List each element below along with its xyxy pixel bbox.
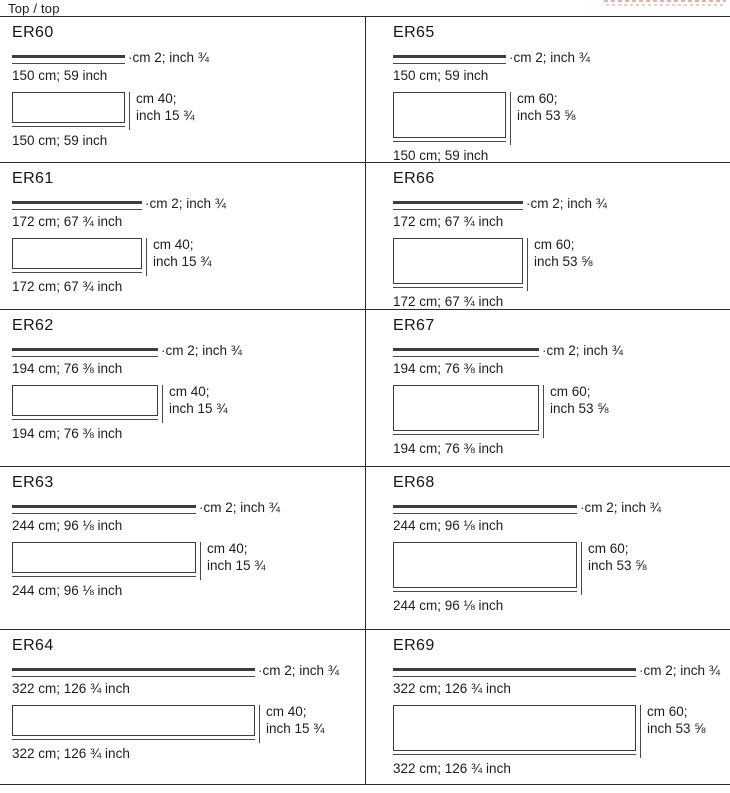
depth-dimension-line (581, 542, 582, 595)
plan-view-stack (393, 705, 636, 755)
side-view (12, 500, 365, 515)
depth-label-inch: inch 15 ¾ (169, 401, 228, 416)
top-thickness-bar (12, 55, 125, 58)
depth-label-cm: cm 40; (169, 384, 210, 399)
plan-view-stack (393, 238, 523, 288)
width-label-bottom: 172 cm; 67 ¾ inch (12, 279, 123, 294)
depth-label-cm: cm 40; (266, 704, 307, 719)
side-view (12, 343, 365, 358)
side-view (393, 196, 730, 211)
product-cell (365, 630, 730, 785)
plan-view (12, 385, 365, 423)
width-dimension-line (12, 126, 125, 127)
width-label-bottom: 172 cm; 67 ¾ inch (393, 294, 504, 309)
depth-label-cm: cm 60; (647, 704, 688, 719)
width-dimension-line (393, 676, 636, 677)
width-label-bottom: 194 cm; 76 ⅜ inch (12, 426, 123, 441)
plan-view (12, 238, 365, 276)
plan-view (12, 92, 365, 130)
width-dimension-line (393, 63, 506, 64)
product-code: ER66 (393, 170, 435, 187)
product-cell (0, 467, 365, 630)
side-view (393, 50, 730, 65)
depth-label (136, 90, 195, 124)
thickness-label: · cm 2; inch ¾ (639, 664, 720, 678)
thickness-label: · cm 2; inch ¾ (258, 664, 339, 678)
product-cell (0, 163, 365, 310)
depth-dimension-line (162, 385, 163, 423)
size-grid (0, 17, 730, 785)
top-plan-rectangle (12, 385, 158, 416)
depth-label-cm: cm 40; (207, 541, 248, 556)
top-thickness-bar (393, 668, 636, 671)
plan-view (393, 705, 730, 758)
page-header (0, 0, 730, 17)
width-dimension-line (12, 356, 158, 357)
width-label-top: 150 cm; 59 inch (393, 68, 489, 83)
product-code: ER60 (12, 24, 54, 41)
depth-label-inch: inch 53 ⅝ (647, 721, 706, 736)
depth-label-inch: inch 53 ⅝ (550, 401, 609, 416)
product-code: ER64 (12, 637, 54, 654)
depth-label-inch: inch 53 ⅝ (588, 558, 647, 573)
side-view (393, 343, 730, 358)
width-label-top: 194 cm; 76 ⅜ inch (393, 361, 504, 376)
side-view-stack (393, 668, 636, 677)
product-code: ER69 (393, 637, 435, 654)
depth-label-inch: inch 15 ¾ (136, 108, 195, 123)
side-view-stack (12, 348, 158, 357)
top-thickness-bar (12, 201, 142, 204)
depth-label-inch: inch 15 ¾ (207, 558, 266, 573)
thickness-label: · cm 2; inch ¾ (145, 197, 226, 211)
plan-view-stack (12, 705, 255, 740)
side-view-stack (12, 668, 255, 677)
plan-view-stack (393, 542, 577, 592)
depth-dimension-line (510, 92, 511, 145)
width-label-bottom: 150 cm; 59 inch (393, 148, 489, 163)
thickness-label: · cm 2; inch ¾ (526, 197, 607, 211)
top-thickness-bar (12, 505, 196, 508)
plan-view (393, 542, 730, 595)
width-dimension-line (12, 272, 142, 273)
plan-view-stack (12, 238, 142, 273)
product-code: ER62 (12, 317, 54, 334)
depth-label (169, 383, 228, 417)
side-view (393, 663, 730, 678)
plan-view (393, 385, 730, 438)
depth-dimension-line (640, 705, 641, 758)
width-dimension-line (12, 576, 196, 577)
depth-label-inch: inch 53 ⅝ (517, 108, 576, 123)
depth-label-cm: cm 60; (517, 91, 558, 106)
top-plan-rectangle (393, 542, 577, 588)
thickness-label: · cm 2; inch ¾ (580, 501, 661, 515)
width-dimension-line (12, 419, 158, 420)
depth-label-cm: cm 60; (534, 237, 575, 252)
product-code: ER67 (393, 317, 435, 334)
plan-view-stack (393, 385, 539, 435)
thickness-label: · cm 2; inch ¾ (161, 344, 242, 358)
width-dimension-line (393, 434, 539, 435)
depth-label-cm: cm 60; (588, 541, 629, 556)
side-view-stack (393, 201, 523, 210)
depth-label (550, 383, 609, 417)
top-plan-rectangle (12, 542, 196, 573)
plan-view (12, 542, 365, 580)
product-code: ER65 (393, 24, 435, 41)
width-label-bottom: 244 cm; 96 ⅛ inch (393, 598, 504, 613)
width-dimension-line (393, 209, 523, 210)
top-plan-rectangle (393, 92, 506, 138)
width-label-bottom: 244 cm; 96 ⅛ inch (12, 583, 123, 598)
product-cell (0, 630, 365, 785)
product-cell (365, 17, 730, 163)
width-label-bottom: 322 cm; 126 ¾ inch (393, 761, 511, 776)
depth-dimension-line (129, 92, 130, 130)
width-dimension-line (393, 754, 636, 755)
plan-view (393, 92, 730, 145)
side-view-stack (393, 55, 506, 64)
width-dimension-line (393, 591, 577, 592)
side-view (393, 500, 730, 515)
width-label-top: 322 cm; 126 ¾ inch (393, 681, 511, 696)
plan-view-stack (12, 385, 158, 420)
plan-view (393, 238, 730, 291)
top-thickness-bar (12, 668, 255, 671)
thickness-label: · cm 2; inch ¾ (542, 344, 623, 358)
top-thickness-bar (393, 348, 539, 351)
product-code: ER61 (12, 170, 54, 187)
depth-dimension-line (259, 705, 260, 743)
top-thickness-bar (393, 201, 523, 204)
side-view-stack (12, 55, 125, 64)
width-dimension-line (12, 676, 255, 677)
top-thickness-bar (393, 55, 506, 58)
width-dimension-line (12, 63, 125, 64)
top-plan-rectangle (393, 238, 523, 284)
side-view (12, 50, 365, 65)
depth-label-cm: cm 40; (136, 91, 177, 106)
plan-view-stack (12, 542, 196, 577)
width-label-top: 172 cm; 67 ¾ inch (12, 214, 123, 229)
width-dimension-line (12, 739, 255, 740)
width-label-top: 172 cm; 67 ¾ inch (393, 214, 504, 229)
product-cell (365, 467, 730, 630)
product-code: ER68 (393, 474, 435, 491)
width-label-top: 194 cm; 76 ⅜ inch (12, 361, 123, 376)
top-plan-rectangle (12, 92, 125, 123)
depth-label-cm: cm 40; (153, 237, 194, 252)
plan-view-stack (393, 92, 506, 142)
depth-label-inch: inch 15 ¾ (153, 254, 212, 269)
top-plan-rectangle (393, 705, 636, 751)
side-view (12, 663, 365, 678)
width-dimension-line (12, 513, 196, 514)
plan-view (12, 705, 365, 743)
side-view-stack (12, 505, 196, 514)
depth-label (153, 236, 212, 270)
depth-label (534, 236, 593, 270)
depth-label (517, 90, 576, 124)
depth-dimension-line (543, 385, 544, 438)
product-cell (0, 310, 365, 467)
top-plan-rectangle (12, 238, 142, 269)
depth-label (647, 703, 706, 737)
depth-dimension-line (527, 238, 528, 291)
width-dimension-line (393, 356, 539, 357)
width-label-top: 150 cm; 59 inch (12, 68, 108, 83)
side-view-stack (393, 505, 577, 514)
depth-label (207, 540, 266, 574)
thickness-label: · cm 2; inch ¾ (128, 51, 209, 65)
depth-label-inch: inch 53 ⅝ (534, 254, 593, 269)
depth-label (588, 540, 647, 574)
side-view-stack (393, 348, 539, 357)
width-dimension-line (393, 141, 506, 142)
depth-dimension-line (146, 238, 147, 276)
thickness-label: · cm 2; inch ¾ (509, 51, 590, 65)
width-label-top: 244 cm; 96 ⅛ inch (393, 518, 504, 533)
width-label-bottom: 150 cm; 59 inch (12, 133, 108, 148)
top-thickness-bar (393, 505, 577, 508)
thickness-label: · cm 2; inch ¾ (199, 501, 280, 515)
width-dimension-line (12, 209, 142, 210)
width-label-bottom: 322 cm; 126 ¾ inch (12, 746, 130, 761)
width-dimension-line (393, 287, 523, 288)
depth-dimension-line (200, 542, 201, 580)
depth-label (266, 703, 325, 737)
depth-label-inch: inch 15 ¾ (266, 721, 325, 736)
width-dimension-line (393, 513, 577, 514)
product-cell (365, 310, 730, 467)
plan-view-stack (12, 92, 125, 127)
side-view-stack (12, 201, 142, 210)
depth-label-cm: cm 60; (550, 384, 591, 399)
side-view (12, 196, 365, 211)
product-cell (365, 163, 730, 310)
product-code: ER63 (12, 474, 54, 491)
width-label-top: 322 cm; 126 ¾ inch (12, 681, 130, 696)
top-plan-rectangle (12, 705, 255, 736)
top-plan-rectangle (393, 385, 539, 431)
page-title: Top / top (8, 1, 60, 16)
clipped-red-text (604, 0, 726, 6)
width-label-bottom: 194 cm; 76 ⅜ inch (393, 441, 504, 456)
width-label-top: 244 cm; 96 ⅛ inch (12, 518, 123, 533)
product-cell (0, 17, 365, 163)
top-thickness-bar (12, 348, 158, 351)
